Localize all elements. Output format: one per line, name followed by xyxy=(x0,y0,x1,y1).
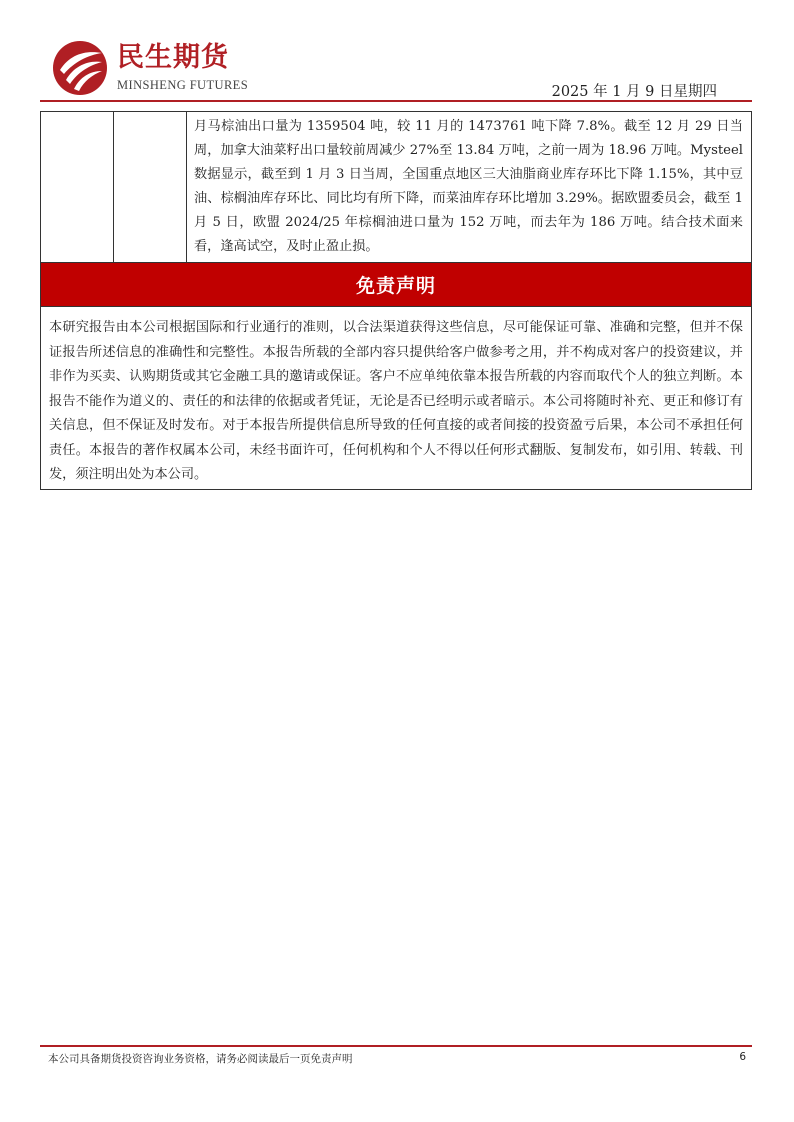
disclaimer-box xyxy=(40,306,752,490)
table-cell-category xyxy=(41,112,114,264)
disclaimer-banner xyxy=(40,262,752,307)
table-cell-subcategory xyxy=(114,112,187,264)
table-row xyxy=(41,112,752,264)
table-cell-content xyxy=(187,112,752,264)
disclaimer-body: 本研究报告由本公司根据国际和行业通行的准则，以合法渠道获得这些信息，尽可能保证可靠、准确和完整，但并不保证报告所述信息的准确性和完整性。本报告所载的全部内容只提供给客户做参考之用，并不构成对客户的投资建议，并非作为买卖、认购期货或其它金融工具的邀请或保证。客户不应单纯依靠本报告所载的内容而取代个人的独立判断。本报告不能作为道义的、责任的和法律的依据或者凭证，无论是否已经明示或者暗示。本公司将随时补充、更正和修订有关信息，但不保证及时发布。对于本报告所提供信息所导致的任何直接的或者间接的投资盈亏后果，本公司不承担任何责任。本报告的著作权属本公司，未经书面许可，任何机构和个人不得以任何形式翻版、复制发布，如引用、转载、刊发，须注明出处为本公司。 xyxy=(49,320,743,482)
page-header xyxy=(0,0,794,110)
logo-chinese-name: 民生期货 xyxy=(117,42,229,73)
page-number: 6 xyxy=(739,1051,746,1063)
report-date: 2025 年 1 月 9 日星期四 xyxy=(551,84,717,100)
analysis-table xyxy=(40,111,752,264)
header-divider xyxy=(40,100,752,102)
logo-english-name: MINSHENG FUTURES xyxy=(117,78,249,92)
analysis-text: 月马棕油出口量为 1359504 吨，较 11 月的 1473761 吨下降 7.8%。截至 12 月 29 日当周，加拿大油菜籽出口量较前周减少 27%至 13.84 万吨，之前一周为 18.96 万吨。Mysteel 数据显示，截至到 1 月 3 日当周，全国重点地区三大油脂商业库存环比下降 1.15%，其中豆油、棕榈油库存环比、同比均有所下降，而菜油库存环比增加 3.29%。据欧盟委员会，截至 1 月 5 日，欧盟 2024/25 年棕榈油进口量为 152 万吨，而去年为 186 万吨。结合技术面来看，逢高试空，及时止盈止损。 xyxy=(194,119,743,254)
footer-notice: 本公司具备期货投资咨询业务资格，请务必阅读最后一页免责声明 xyxy=(48,1053,353,1065)
footer-divider xyxy=(40,1045,752,1047)
minsheng-logo-icon xyxy=(52,40,108,96)
disclaimer-title: 免责声明 xyxy=(355,275,436,297)
